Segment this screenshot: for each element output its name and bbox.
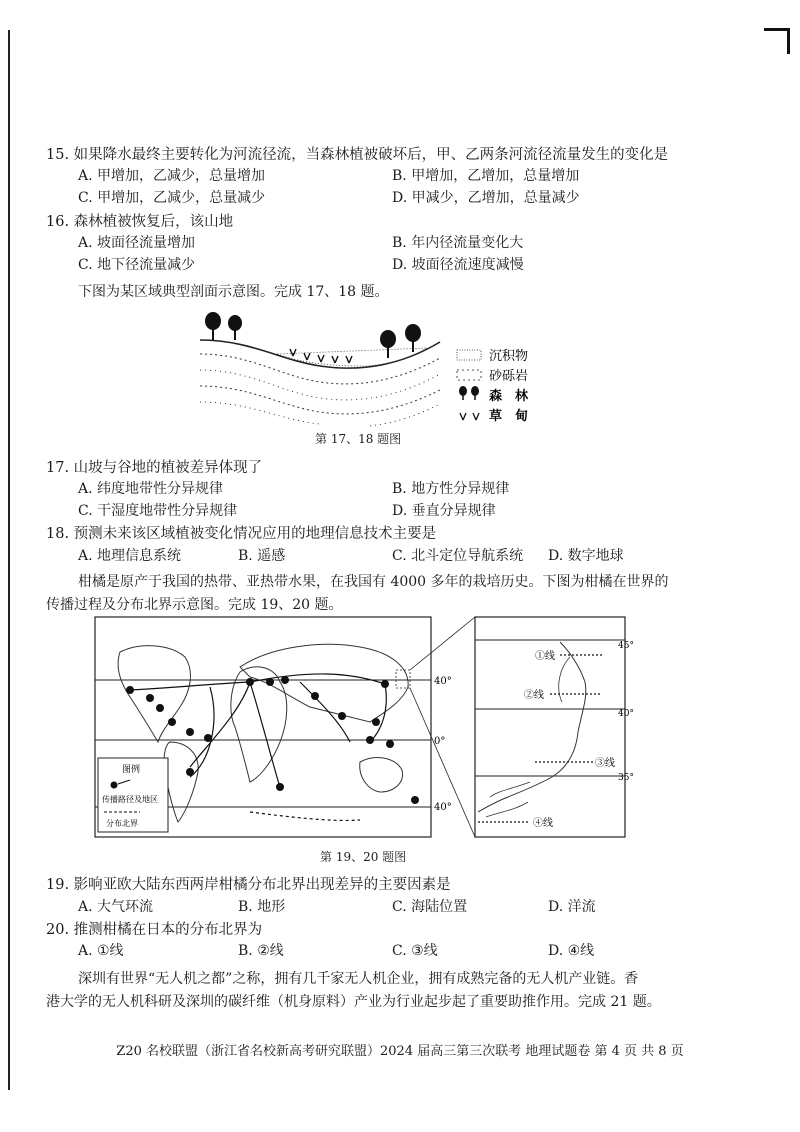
q15-option-c: C. 甲增加，乙减少，总量减少: [78, 190, 266, 206]
japan-coast: [478, 642, 586, 812]
page-edge: [8, 30, 10, 1090]
q17-option-d: D. 垂直分异规律: [392, 503, 496, 519]
fig19-caption: 第 19、20 题图: [320, 850, 407, 864]
q18-option-a: A. 地理信息系统: [78, 548, 182, 564]
legend-sediment-swatch: [457, 350, 481, 360]
q20-option-c: C. ③线: [392, 943, 438, 959]
rock-layer-2: [200, 370, 440, 400]
q17-option-a: A. 纬度地带性分异规律: [78, 481, 224, 497]
q20-option-b: B. ②线: [238, 943, 284, 959]
q16-stem: 16. 森林植被恢复后，该山地: [46, 214, 234, 230]
line-2-label: ②线: [524, 690, 544, 701]
q20-option-a: A. ①线: [78, 943, 124, 959]
map-legend-route: 传播路径及地区: [102, 795, 158, 804]
legend-sediment: 沉积物: [489, 349, 529, 364]
line-1-label: ①线: [535, 651, 555, 662]
cross-section-figure: [195, 308, 555, 430]
forest-left: [205, 312, 242, 340]
rock-layer-3: [200, 386, 440, 414]
line-4-label: ④线: [533, 818, 553, 829]
legend-gravel-swatch: [457, 370, 481, 380]
africa: [231, 667, 287, 782]
q17-option-c: C. 干湿度地带性分异规律: [78, 503, 238, 519]
legend-meadow: 草 甸: [489, 409, 529, 424]
q18-stem: 18. 预测未来该区域植被变化情况应用的地理信息技术主要是: [46, 526, 437, 542]
q15-stem: 15. 如果降水最终主要转化为河流径流，当森林植被破坏后，甲、乙两条河流径流量发生的变化是: [46, 147, 669, 163]
q17-option-b: B. 地方性分异规律: [392, 481, 510, 497]
map-legend-boundary: 分布北界: [106, 819, 138, 828]
intro-19-20-line2: 传播过程及分布北界示意图。完成 19、20 题。: [46, 597, 343, 613]
q18-option-d: D. 数字地球: [548, 548, 624, 564]
q18-option-c: C. 北斗定位导航系统: [392, 548, 524, 564]
q19-option-d: D. 洋流: [548, 899, 596, 915]
boundary-line-south: [250, 812, 360, 820]
q16-option-d: D. 坡面径流速度减慢: [392, 257, 524, 273]
south-america: [164, 742, 198, 822]
legend-forest: 森 林: [489, 389, 529, 404]
lat-40n-label: 40°: [434, 676, 452, 687]
japan-inset-frame: [475, 617, 625, 837]
q15-option-b: B. 甲增加，乙增加，总量增加: [392, 168, 580, 184]
fig17-caption: 第 17、18 题图: [315, 432, 402, 446]
inset-40-label: 40°: [618, 709, 634, 719]
q17-stem: 17. 山坡与谷地的植被差异体现了: [46, 460, 263, 476]
ground-surface: [200, 340, 440, 368]
corner-mark: [764, 28, 790, 31]
legend-gravel: 砂砾岩: [489, 369, 529, 384]
q19-option-c: C. 海陆位置: [392, 899, 468, 915]
intro-19-20-line1: 柑橘是原产于我国的热带、亚热带水果，在我国有 4000 多年的栽培历史。下图为柑橘在世界的: [78, 574, 669, 590]
line-3-label: ③线: [595, 758, 615, 769]
inset-45-label: 45°: [618, 641, 634, 651]
q16-option-a: A. 坡面径流量增加: [78, 235, 196, 251]
inset-35-label: 35°: [618, 773, 634, 783]
lat-40s-label: 40°: [434, 802, 452, 813]
map-legend-title: 图例: [122, 765, 141, 775]
q15-option-a: A. 甲增加，乙减少，总量增加: [78, 168, 266, 184]
figure-legend: [457, 348, 529, 424]
q16-option-b: B. 年内径流量变化大: [392, 235, 524, 251]
q20-option-d: D. ④线: [548, 943, 595, 959]
lat-0-label: 0°: [434, 736, 446, 747]
passage21-line1: 深圳有世界“无人机之都”之称，拥有几千家无人机企业，拥有成熟完备的无人机产业链。香: [78, 971, 639, 987]
q19-option-b: B. 地形: [238, 899, 286, 915]
q16-option-c: C. 地下径流量减少: [78, 257, 196, 273]
page-footer: Z20 名校联盟（浙江省名校新高考研究联盟）2024 届高三第三次联考 地理试题卷 第 4 页 共 8 页: [116, 1044, 684, 1059]
citrus-map-figure: [90, 612, 670, 842]
q15-option-d: D. 甲减少，乙增加，总量减少: [392, 190, 580, 206]
legend-meadow-swatch: [460, 413, 479, 420]
q18-option-b: B. 遥感: [238, 548, 286, 564]
legend-route-marker: [111, 782, 118, 789]
q20-stem: 20. 推测柑橘在日本的分布北界为: [46, 922, 263, 938]
intro-17-18: 下图为某区域典型剖面示意图。完成 17、18 题。: [78, 284, 389, 300]
q19-stem: 19. 影响亚欧大陆东西两岸柑橘分布北界出现差异的主要因素是: [46, 877, 451, 893]
q19-option-a: A. 大气环流: [78, 899, 154, 915]
australia: [360, 758, 403, 792]
legend-forest-swatch: [459, 386, 479, 400]
passage21-line2: 港大学的无人机科研及深圳的碳纤维（机身原料）产业为行业起步起了重要助推作用。完成 21 题。: [46, 994, 661, 1010]
forest-right: [380, 324, 421, 358]
